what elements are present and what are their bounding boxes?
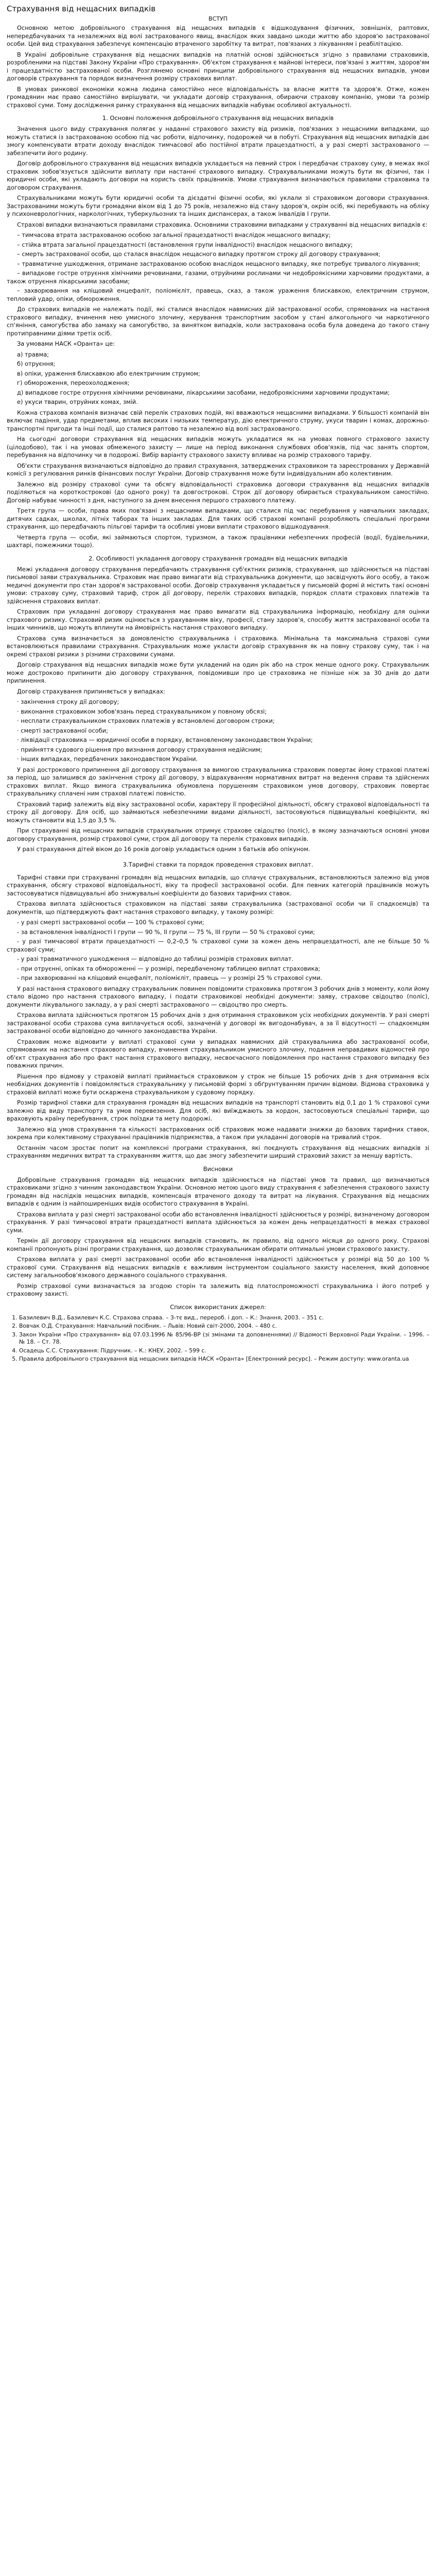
bullet-list (7, 919, 429, 982)
sources-heading: Список використаних джерел: (170, 1303, 266, 1311)
paragraph: Кожна страхова компанія визначає свій перелік страхових подій, які вважаються нещасними випадками. У більшості компаній він включає падіння, удар предметами, вплив високих і низьких температур, дію електричного струму, укуси тварин і комах, дорожньо-транспортні пригоди та інші події, що сталися раптово та незалежно від волі застрахованого. (7, 409, 429, 432)
section-heading: 3.Тарифні ставки та порядок проведення страхових виплат. (123, 860, 313, 868)
paragraph: Четверта група — особи, які займаються спортом, туризмом, а також працівники небезпечних професій (водії, будівельники, шахтарі, пожежники тощо). (7, 533, 429, 549)
paragraph: Тарифні ставки при страхуванні громадян від нещасних випадків, що сплачує страхувальник, встановлюються залежно від умов страхування, обсягу страхової відповідальності, віку та професії застрахованої особи. Для певних категорій працівників можуть застосовуватися підвищувальні або знижувальні коефіцієнти до базових тарифних ставок. (7, 873, 429, 897)
bullet-list (7, 231, 429, 303)
paragraph: Страховик може відмовити у виплаті страхової суми у випадках навмисних дій страхувальника або застрахованої особи, спрямованих на настання страхового випадку, вчинення страхувальником умисного злочину, подання неправдивих відомостей про об'єкт страхування або про факт настання страхового випадку, несвоєчасного повідомлення про настання страхового випадку без поважних причин. (7, 1038, 429, 1069)
paragraph: У разі страхування дітей віком до 16 років договір укладається одним з батьків або опікуном. (17, 845, 310, 853)
section-heading: 2. Особливості укладання договору страхування громадян від нещасних випадків (88, 554, 348, 562)
source-item: 1. Базилевич В.Д., Базилевич К.С. Страхова справа. – 3-тє вид., перероб. і доп. – К.: Знання, 2003. – 351 с. (19, 1314, 429, 1322)
intro-paragraph: В умовах ринкової економіки кожна людина самостійно несе відповідальність за власне життя та здоров'я. Отже, кожен громадянин має право самостійно вирішувати, чи укладати договір страхування, обираючи страхову компанію, умови та розмір страхової суми. Тому дослідження ринку страхування від нещасних випадків набуває особливої актуальності. (7, 85, 429, 109)
list-item: – тимчасова втрата застрахованою особою загальної працездатності внаслідок нещасного випадку; (17, 231, 331, 239)
list-item: · смерті застрахованої особи; (17, 726, 108, 734)
list-item: · прийняття судового рішення про визнання договору страхування недійсним; (17, 745, 263, 753)
paragraph: Останнім часом зростає попит на комплексні програми страхування, які поєднують страхування від нещасних випадків зі страхуванням медичних витрат та страхуванням життя, що дає змогу забезпечити ширший страховий захист за меншу вартість. (7, 1144, 429, 1159)
intro-label: ВСТУП (208, 15, 228, 22)
list-item: – стійка втрата загальної працездатності (встановлення групи інвалідності) внаслідок нещасного випадку; (17, 241, 353, 248)
paragraph: Страхова виплата здійснюється страховиком на підставі заяви страхувальника (застрахованої особи чи її спадкоємців) та документів, що підтверджують факт настання страхового випадку, у такому розмірі: (7, 900, 429, 916)
paragraph: Термін дії договору страхування від нещасних випадків становить, як правило, від одного місяця до одного року. Страхові компанії пропонують різні програми страхування, що дозволяє страхувальникам обирати оптимальні умови страхового захисту. (7, 1237, 429, 1252)
bullet-list (7, 351, 429, 406)
paragraph: Межі укладання договору страхування передбачають страхування суб'єктних ризиків, страхування, що здійснюється на підставі письмової заяви страхувальника. Страховик має право вимагати від страхувальника документи, що засвідчують його особу, а також медичні документи про стан здоров'я застрахованої особи. Договір страхування укладається у письмовій формі й містить такі основні умови: страхову суму, страховий тариф, строк дії договору, перелік страхових випадків, порядок сплати страхових платежів та здійснення страхових виплат. (7, 565, 429, 605)
list-item: - за встановлення інвалідності I групи — 90 %, II групи — 75 %, III групи — 50 % страхової суми; (17, 928, 315, 936)
paragraph: Залежно від умов страхування та кількості застрахованих осіб страховик може надавати знижки до базових тарифних ставок, зокрема при колективному страхуванні працівників підприємства, а також при укладанні договорів на тривалий строк. (7, 1125, 429, 1141)
list-item: – випадкове гостре отруєння хімічними речовинами, газами, отруйними рослинами чи недоброякісними харчовими продуктами, а також отруєння лікарськими засобами; (7, 269, 429, 285)
list-item: в) опіки, ураження блискавкою або електричним струмом; (17, 369, 200, 377)
source-item: 5. Правила добровільного страхування від нещасних випадків НАСК «Оранта» [Електронний ресурс]. – Режим доступу: www.oranta.ua (19, 1355, 429, 1363)
paragraph: Рішення про відмову у страховій виплаті приймається страховиком у строк не більше 15 робочих днів з дня отримання всіх необхідних документів і повідомляється страхувальнику у письмовій формі з обґрунтуванням причин відмови. Відмова страховика у страховій виплаті може бути оскаржена страхувальником у судовому порядку. (7, 1072, 429, 1096)
list-item: · виконання страховиком зобов'язань перед страхувальником у повному обсязі; (17, 707, 267, 715)
paragraph: Страховик при укладанні договору страхування має право вимагати від страхувальника інформацію, необхідну для оцінки страхового ризику. Страховий ризик оцінюється з урахуванням віку, професії, стану здоров'я, способу життя застрахованої особи та інших чинників, що можуть вплинути на ймовірність настання страхового випадку. (7, 608, 429, 631)
section (7, 861, 429, 1160)
section (7, 114, 429, 550)
list-item: а) травма; (17, 350, 49, 358)
list-item: · закінчення строку дії договору; (17, 698, 119, 705)
paragraph: У разі настання страхового випадку страхувальник повинен повідомити страховика протягом 3 робочих днів з моменту, коли йому стало відомо про настання страхового випадку, і подати страховикові необхідні документи: заяву, страхове свідоцтво (поліс), документи лікувального закладу, а у разі смерті застрахованого — свідоцтво про смерть. (7, 985, 429, 1008)
sources-list (7, 1314, 429, 1363)
list-item: · ліквідації страховика — юридичної особи в порядку, встановленому законодавством України; (17, 736, 313, 743)
list-item: - у разі тимчасової втрати працездатності — 0,2–0,5 % страхової суми за кожен день непрацездатності, але не більше 50 % страхової суми; (7, 938, 429, 953)
paragraph: Об'єкти страхування визначаються відповідно до правил страхування, затверджених страховиком та зареєстрованих у Державній комісії з регулювання ринків фінансових послуг України. Договір страхування може бути індивідуальним або колективним. (7, 462, 429, 477)
bullet-list (7, 698, 429, 764)
list-item: е) укуси тварин, отруйних комах, змій. (17, 398, 138, 405)
section-heading: 1. Основні положення добровільного страхування від нещасних випадків (102, 114, 334, 122)
section-heading: Висновки (203, 1165, 233, 1173)
list-item: · несплати страхувальником страхових платежів у встановлені договором строки; (17, 717, 275, 724)
paragraph: Значення цього виду страхування полягає у наданні страхового захисту від ризиків, пов'язаних з нещасними випадками, що можуть статися із застрахованою особою під час роботи, відпочинку, подорожей чи в побуті. Страхування від нещасних випадків дає змогу компенсувати втрати доходу внаслідок тимчасової або постійної втрати працездатності, а у разі смерті застрахованого — забезпечити його родину. (7, 125, 429, 157)
list-item: – захворювання на кліщовий енцефаліт, поліомієліт, правець, сказ, а також ураження блискавкою, електричним струмом, тепловий удар, опіки, обмороження. (7, 287, 429, 302)
list-item: б) отруєння; (17, 360, 56, 367)
list-item: - при захворюванні на кліщовий енцефаліт, поліомієліт, правець — у розмірі 25 % страхової суми. (17, 974, 323, 981)
paragraph: Третя група — особи, права яких пов'язані з нещасними випадками, що сталися під час перебування у навчальних закладах, дитячих садках, школах, літніх таборах та інших закладах. Для таких осіб страхові компанії розробляють спеціальні програми страхування, що передбачають пільгові тарифи та особливі умови виплати страхового відшкодування. (7, 507, 429, 530)
paragraph: Договір страхування припиняється у випадках: (17, 687, 165, 695)
paragraph: Страхова виплата у разі смерті застрахованої особи або встановлення інвалідності здійснюється у розмірі, визначеному договором страхування. У разі тимчасової втрати працездатності виплата здійснюється за кожен день непрацездатності в межах страхової суми. (7, 1210, 429, 1234)
list-item: - у разі смерті застрахованої особи — 100 % страхової суми; (17, 919, 204, 926)
paragraph: На сьогодні договори страхування від нещасних випадків можуть укладатися як на умовах повного страхового захисту (цілодобово), так і на умовах обмеженого захисту — лише на період виконання службових обов'язків, під час занять спортом, перебування на відпочинку чи в подорожі. Вибір варіанту страхового захисту впливає на розмір страхового тарифу. (7, 435, 429, 459)
intro-paragraph: Основною метою добровільного страхування від нещасних випадків є відшкодування фізичних, зовнішніх, раптових, непередбачуваних та незалежних від волі застрахованого явищ, внаслідок яких завдано шкоди життю або здоров'ю застрахованої особи. Цей вид страхування забезпечує компенсацію втраченого заробітку та витрат, пов'язаних з лікуванням і реабілітацією. (7, 24, 429, 47)
section (7, 1165, 429, 1298)
list-item: · інших випадках, передбачених законодавством України. (17, 755, 198, 762)
paragraph: Договір добровільного страхування від нещасних випадків укладається на певний строк і передбачає страхову суму, в межах якої страховик зобов'язується здійснити виплату при настанні страхового випадку. Страхувальниками можуть бути як фізичні, так і юридичні особи, які укладають договори на користь своїх працівників. Умови страхування визначаються правилами страховика та договором страхування. (7, 160, 429, 191)
list-item: - при отруєнні, опіках та обмороженні — у розмірі, передбаченому таблицею виплат страховика; (17, 964, 321, 972)
list-item: - у разі травматичного ушкодження — відповідно до таблиці розмірів страхових виплат. (17, 955, 293, 962)
paragraph: Страхова виплата у разі смерті застрахованої особи або встановлення інвалідності здійснюється у розмірі від 50 до 100 % страхової суми. Страхування від нещасних випадків є важливим інструментом соціального захисту населення, який доповнює систему загальнообов'язкового державного соціального страхування. (7, 1256, 429, 1279)
paragraph: Розмір страхової суми визначається за згодою сторін та залежить від платоспроможності страхувальника і його потреб у страховому захисті. (7, 1282, 429, 1297)
paragraph: Страхова виплата здійснюється протягом 15 робочих днів з дня отримання страховиком усіх необхідних документів. У разі смерті застрахованої особи страхова сума виплачується особі, зазначеній у договорі як вигодонабувач, а за її відсутності — спадкоємцям застрахованої особи відповідно до чинного законодавства України. (7, 1011, 429, 1035)
list-item: г) обмороження, переохолодження; (17, 379, 130, 386)
paragraph: Страхові випадки визначаються правилами страховика. Основними страховими випадками у страхуванні від нещасних випадків є: (17, 221, 428, 228)
source-item: 4. Осадець С.С. Страхування: Підручник. – К.: КНЕУ, 2002. – 599 с. (19, 1347, 429, 1355)
paragraph: Добровільне страхування громадян від нещасних випадків здійснюється на підставі умов та правил, що визначаються страховиками згідно з чинним законодавством України. Основною метою цього виду страхування є забезпечення страхового захисту громадян від наслідків нещасних випадків, компенсація втраченого доходу та витрат на лікування. Страхування від нещасних випадків є одним із найпоширеніших видів особистого страхування в Україні. (7, 1176, 429, 1207)
list-item: д) випадкове гостре отруєння хімічними речовинами, лікарськими засобами, недоброякісними харчовими продуктами; (17, 388, 390, 396)
paragraph: Страховий тариф залежить від віку застрахованої особи, характеру її професійної діяльності, обсягу страхової відповідальності та строку дії договору. Для осіб, що займаються небезпечними видами діяльності, застосовуються підвищувальні коефіцієнти, які можуть становити від 1,5 до 3,5 %. (7, 800, 429, 824)
sections-container (7, 114, 429, 1298)
list-item: – травматичне ушкодження, отримане застрахованою особою внаслідок нещасного випадку, яке потребує тривалого лікування; (17, 260, 421, 267)
paragraph: До страхових випадків не належать події, які сталися внаслідок навмисних дій застрахованої особи, спрямованих на настання страхового випадку, вчинення нею умисного злочину, керування транспортним засобом у стані алкогольного чи наркотичного сп'яніння, самогубства або замаху на самогубство, за винятком випадків, коли застрахована особа була доведена до такого стану протиправними діями третіх осіб. (7, 306, 429, 337)
paragraph: Договір страхування від нещасних випадків може бути укладений на один рік або на строк менше одного року. Страхувальник може достроково припинити дію договору страхування, повідомивши про це страховика не пізніше ніж за 30 днів до дати припинення. (7, 661, 429, 684)
paragraph: Залежно від розміру страхової суми та обсягу відповідальності страховика договори страхування від нещасних випадків поділяються на короткострокові (до одного року) та довгострокові. Строк дії договору обирається страхувальником самостійно. Договір набуває чинності з дня, наступного за днем внесення першого страхового платежу. (7, 480, 429, 504)
intro-paragraph: В Україні добровільне страхування від нещасних випадків на платній основі здійснюється згідно з правилами страховиків, розробленими на підставі Закону України «Про страхування». Об'єктом страхування є майнові інтереси, пов'язані з життям, здоров'ям і працездатністю застрахованої особи. Розглянемо основні принципи добровільного страхування від нещасних випадків, умови договорів страхування та порядок визначення розміру страхових виплат. (7, 50, 429, 82)
paragraph: У разі дострокового припинення дії договору страхування за вимогою страхувальника страховик повертає йому страхові платежі за період, що залишився до закінчення строку дії договору, з відрахуванням нормативних витрат на ведення справи та здійснених страхових виплат. Якщо вимога страхувальника обумовлена порушенням страховиком умов договору, страховик повертає страхувальнику сплачені ним страхові платежі повністю. (7, 766, 429, 797)
paragraph: При страхуванні від нещасних випадків страхувальник отримує страхове свідоцтво (поліс), в якому зазначаються основні умови договору страхування, розмір страхової суми, строк дії договору та перелік страхових випадків. (7, 827, 429, 842)
paragraph: Страхувальниками можуть бути юридичні особи та дієздатні фізичні особи, які уклали зі страховиком договори страхування. Застрахованими можуть бути громадяни віком від 1 до 75 років, незалежно від стану здоров'я, окрім осіб, які перебувають на обліку у психоневрологічних, наркологічних, туберкульозних та інших диспансерах, а також інвалідів I групи. (7, 194, 429, 217)
source-item: 2. Вовчак О.Д. Страхування: Навчальний посібник. – Львів: Новий світ-2000, 2004. – 480 с. (19, 1323, 429, 1330)
section (7, 555, 429, 854)
intro-section (7, 24, 429, 109)
source-item: 3. Закон України «Про страхування» від 07.03.1996 № 85/96-ВР (зі змінами та доповненнями) // Відомості Верховної Ради України. – 1996. – № 18. – Ст. 78. (19, 1331, 429, 1346)
paragraph: Страхова сума визначається за домовленістю страхувальника і страховика. Мінімальна та максимальна страхові суми встановлюються правилами страхування. Страхувальник може укласти договір страхування як на повну страхову суму, так і на окремі страхові ризики з різними страховими сумами. (7, 634, 429, 658)
paragraph: За умовами НАСК «Оранта» це: (17, 340, 115, 347)
paragraph: Розмір тарифної ставки для страхування громадян від нещасних випадків на транспорті становить від 0,1 до 1 % страхової суми залежно від виду транспорту та умов перевезення. Для осіб, які виїжджають за кордон, застосовуються спеціальні тарифи, що враховують країну перебування, строк поїздки та мету подорожі. (7, 1099, 429, 1122)
list-item: – смерть застрахованої особи, що сталася внаслідок нещасного випадку протягом строку дії договору страхування; (17, 250, 380, 258)
document-title: Страхування від нещасних випадків (7, 4, 156, 13)
